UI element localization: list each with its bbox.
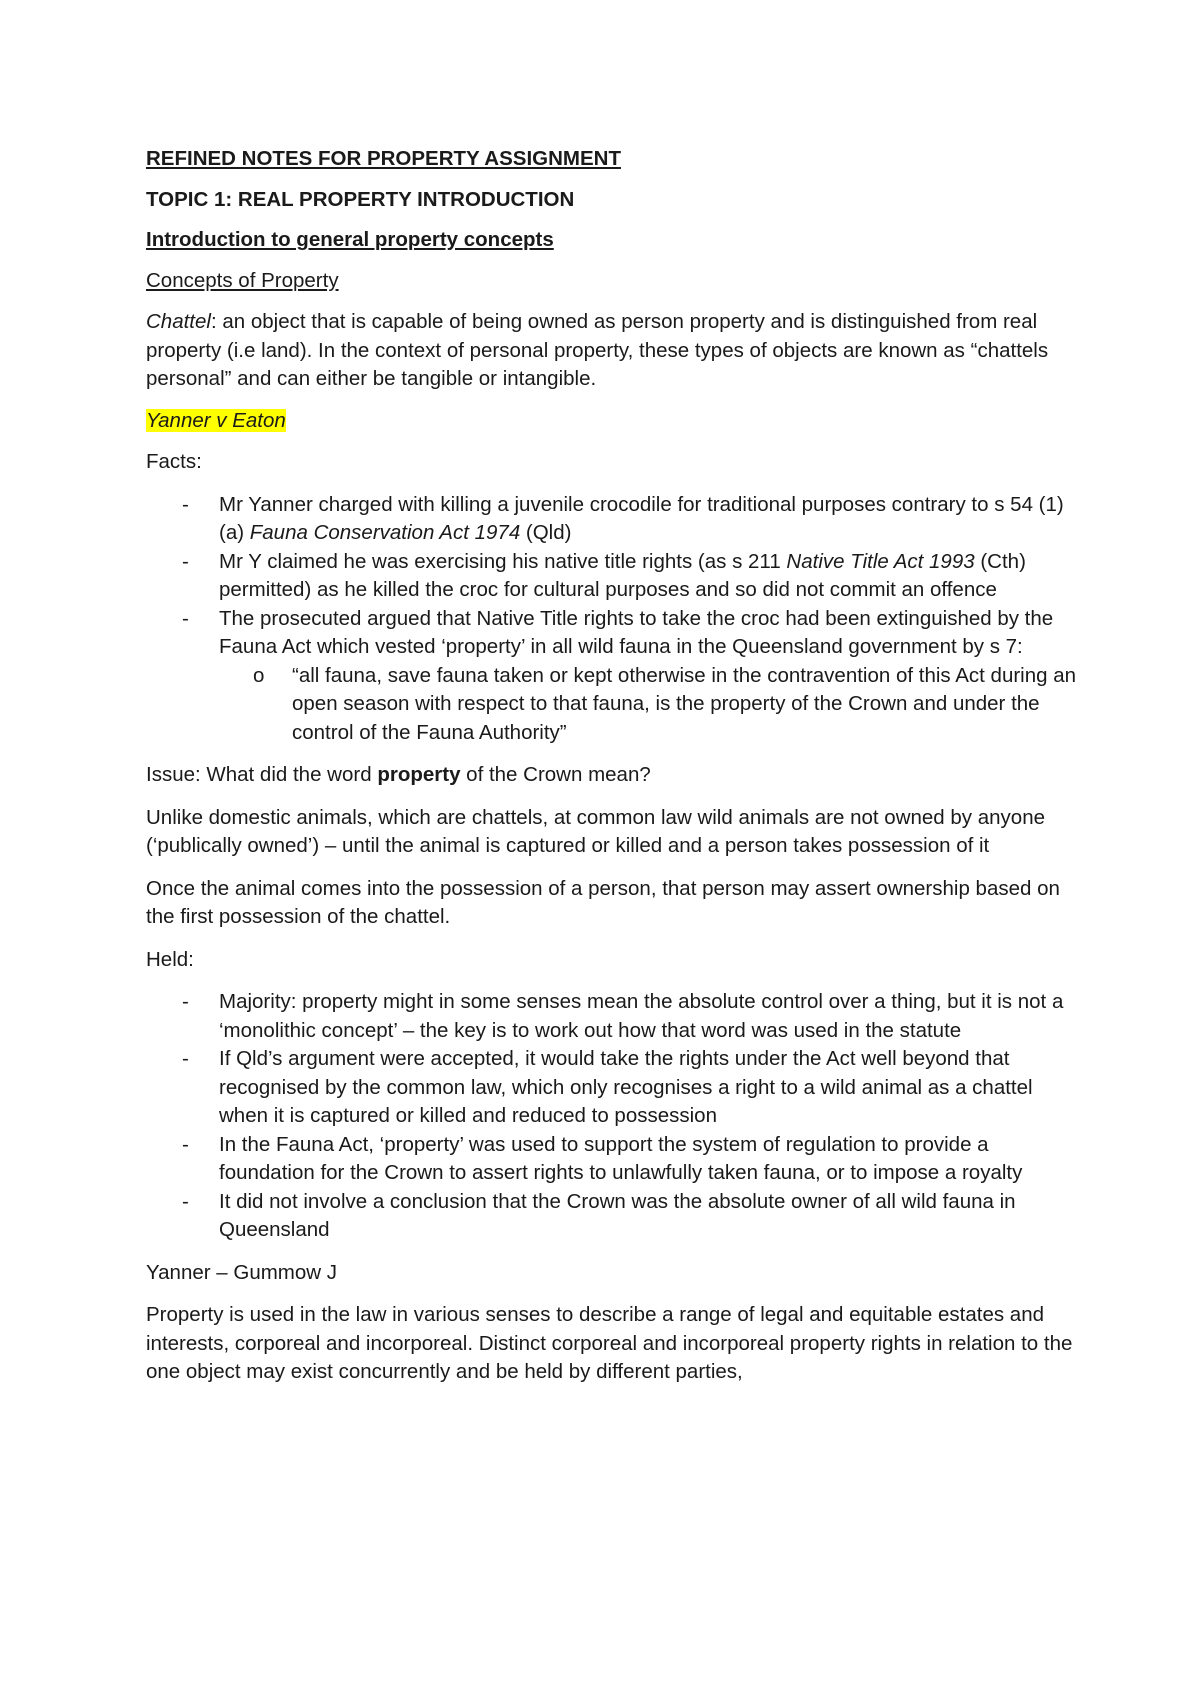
chattel-text: : an object that is capable of being owned as person property and is distinguished from real property (i.e land). In the context of personal property, these types of objects are known as “chattels personal” and can either be tangible or intangible. bbox=[146, 310, 1049, 390]
list-item: - It did not involve a conclusion that the Crown was the absolute owner of all wild fauna in Queensland bbox=[182, 1189, 1016, 1241]
case-name-paragraph bbox=[146, 407, 1086, 436]
gummow-heading: Yanner – Gummow J bbox=[146, 1260, 338, 1284]
dash-bullet: - bbox=[182, 990, 189, 1013]
document-title: REFINED NOTES FOR PROPERTY ASSIGNMENT bbox=[146, 147, 621, 170]
facts-list bbox=[146, 491, 1086, 748]
sub-list bbox=[146, 662, 1086, 748]
act-name: Fauna Conservation Act 1974 bbox=[249, 521, 521, 544]
dash-bullet: - bbox=[182, 549, 189, 573]
list-item: - The prosecuted argued that Native Title rights to take the croc had been extinguished by the Fauna Act which vested ‘property’ in all wild fauna in the Queensland government by s 7: o “all fauna, save fauna taken or kept otherwise in the contravention of this Act during an open season with respect to that fauna, is the property of the Crown and under the control of the Fauna Authority” bbox=[146, 605, 1086, 748]
circle-bullet: o bbox=[253, 663, 265, 687]
dash-bullet: - bbox=[182, 1189, 189, 1213]
issue-keyword: property bbox=[377, 763, 461, 786]
document-body bbox=[146, 145, 1086, 1387]
section-heading: Introduction to general property concepts bbox=[146, 228, 554, 251]
topic-heading: TOPIC 1: REAL PROPERTY INTRODUCTION bbox=[146, 187, 575, 211]
dash-bullet: - bbox=[182, 1047, 189, 1070]
issue-paragraph: Issue: What did the word property of the Crown mean? bbox=[146, 763, 651, 786]
held-label: Held: bbox=[146, 947, 194, 971]
dash-bullet: - bbox=[182, 492, 189, 516]
paragraph-once: Once the animal comes into the possession of a person, that person may assert ownership based on the first possession of the chattel. bbox=[146, 876, 1060, 928]
dash-bullet: - bbox=[182, 606, 189, 630]
list-item: - If Qld’s argument were accepted, it would take the rights under the Act well beyond that recognised by the common law, which only recognises a right to a wild animal as a chattel when it is captured or killed and reduced to possession bbox=[182, 1047, 1033, 1127]
list-item: - Mr Yanner charged with killing a juvenile crocodile for traditional purposes contrary to s 54 (1) (a) Fauna Conservation Act 1974 (Qld) bbox=[182, 492, 1064, 544]
list-item: - In the Fauna Act, ‘property’ was used to support the system of regulation to provide a foundation for the Crown to assert rights to unlawfully taken fauna, or to impose a royalty bbox=[182, 1132, 1023, 1184]
sub-list-item: o “all fauna, save fauna taken or kept otherwise in the contravention of this Act during an open season with respect to that fauna, is the property of the Crown and under the control of the Fauna Authority” bbox=[253, 663, 1077, 744]
gummow-paragraph: Property is used in the law in various senses to describe a range of legal and equitable estates and interests, corporeal and incorporeal. Distinct corporeal and incorporeal property rights in relation to the one object may exist concurrently and be held by different parties, bbox=[146, 1303, 1073, 1383]
chattel-definition bbox=[146, 308, 1086, 394]
dash-bullet: - bbox=[182, 1132, 189, 1156]
case-name: Yanner v Eaton bbox=[146, 408, 286, 432]
act-name: Native Title Act 1993 bbox=[786, 549, 975, 573]
held-list bbox=[146, 988, 1086, 1245]
list-item: - Mr Y claimed he was exercising his native title rights (as s 211 Native Title Act 1993 (Cth) permitted) as he killed the croc for cultural purposes and so did not commit an offence bbox=[182, 549, 1026, 601]
subsection-heading: Concepts of Property bbox=[146, 268, 339, 292]
chattel-term: Chattel bbox=[146, 310, 211, 333]
paragraph-unlike: Unlike domestic animals, which are chattels, at common law wild animals are not owned by anyone (‘publically owned’) – until the animal is captured or killed and a person takes possession of it bbox=[146, 805, 1046, 857]
facts-label: Facts: bbox=[146, 450, 202, 473]
list-item: - Majority: property might in some senses mean the absolute control over a thing, but it is not a ‘monolithic concept’ – the key is to work out how that word was used in the statute bbox=[182, 990, 1064, 1042]
